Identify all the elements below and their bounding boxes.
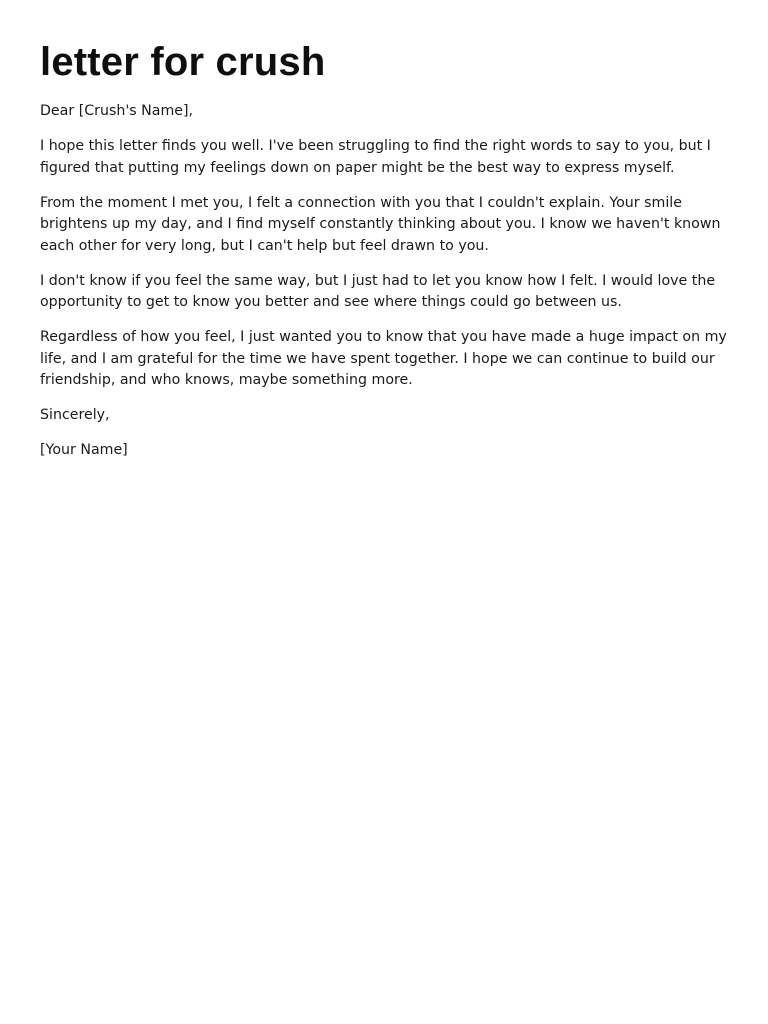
paragraph-3: I don't know if you feel the same way, but I just had to let you know how I felt. I would love the opportunity to get to know you better and see where things could go between us. (40, 272, 716, 310)
letter-page (40, 0, 730, 475)
paragraph-4: Regardless of how you feel, I just wanted you to know that you have made a huge impact on my life, and I am grateful for the time we have spent together. I hope we can continue to build our friendship, and who knows, maybe something more. (40, 329, 727, 388)
signature: [Your Name] (40, 442, 128, 458)
paragraph-1: I hope this letter finds you well. I've been struggling to find the right words to say to you, but I figured that putting my feelings down on paper might be the best way to express myself. (40, 138, 711, 176)
letter-body (40, 101, 730, 462)
page-title: letter for crush (40, 40, 326, 84)
paragraph-2: From the moment I met you, I felt a connection with you that I couldn't explain. Your smile brightens up my day, and I find myself constantly thinking about you. I know we haven't known each other for very long, but I can't help but feel drawn to you. (40, 194, 721, 254)
salutation: Dear [Crush's Name], (40, 103, 194, 119)
closing: Sincerely, (40, 407, 110, 423)
